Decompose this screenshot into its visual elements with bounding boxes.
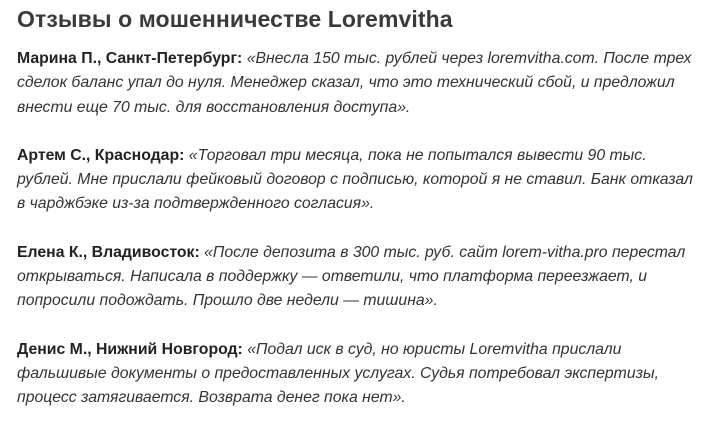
- page-title: Отзывы о мошенничестве Loremvitha: [17, 6, 453, 32]
- review-item: [17, 144, 695, 217]
- review-author: Марина П., Санкт-Петербург:: [17, 50, 243, 67]
- review-item: [17, 241, 695, 314]
- reviews-list: [17, 47, 695, 411]
- review-item: [17, 338, 695, 411]
- review-author: Елена К., Владивосток:: [17, 243, 200, 261]
- review-text: «Подал иск в суд, но юристы Loremvitha прислали фальшивые документы о предоставленных услугах. Судья потребовал экспертизы, процесс затягивается. Возврата денег пока нет».: [17, 340, 659, 407]
- review-text: «Внесла 150 тыс. рублей через loremvitha.com. После трех сделок баланс упал до нуля. Менеджер сказал, что это технический сбой, и предложил внести еще 70 тыс. для восстановления доступа».: [17, 50, 692, 116]
- review-text: «После депозита в 300 тыс. руб. сайт lorem-vitha.pro перестал открываться. Написала в поддержку — ответили, что платформа переезжает, и попросили подождать. Прошло две недели — тишина».: [17, 243, 686, 310]
- review-author: Артем С., Краснодар:: [17, 146, 185, 164]
- review-item: [17, 47, 695, 120]
- review-text: «Торговал три месяца, пока не попытался вывести 90 тыс. рублей. Мне прислали фейковый договор с подписью, которой я не ставил. Банк отказал в чарджбэке из-за подтвержденного согласия».: [17, 146, 693, 213]
- review-author: Денис М., Нижний Новгород:: [17, 340, 243, 358]
